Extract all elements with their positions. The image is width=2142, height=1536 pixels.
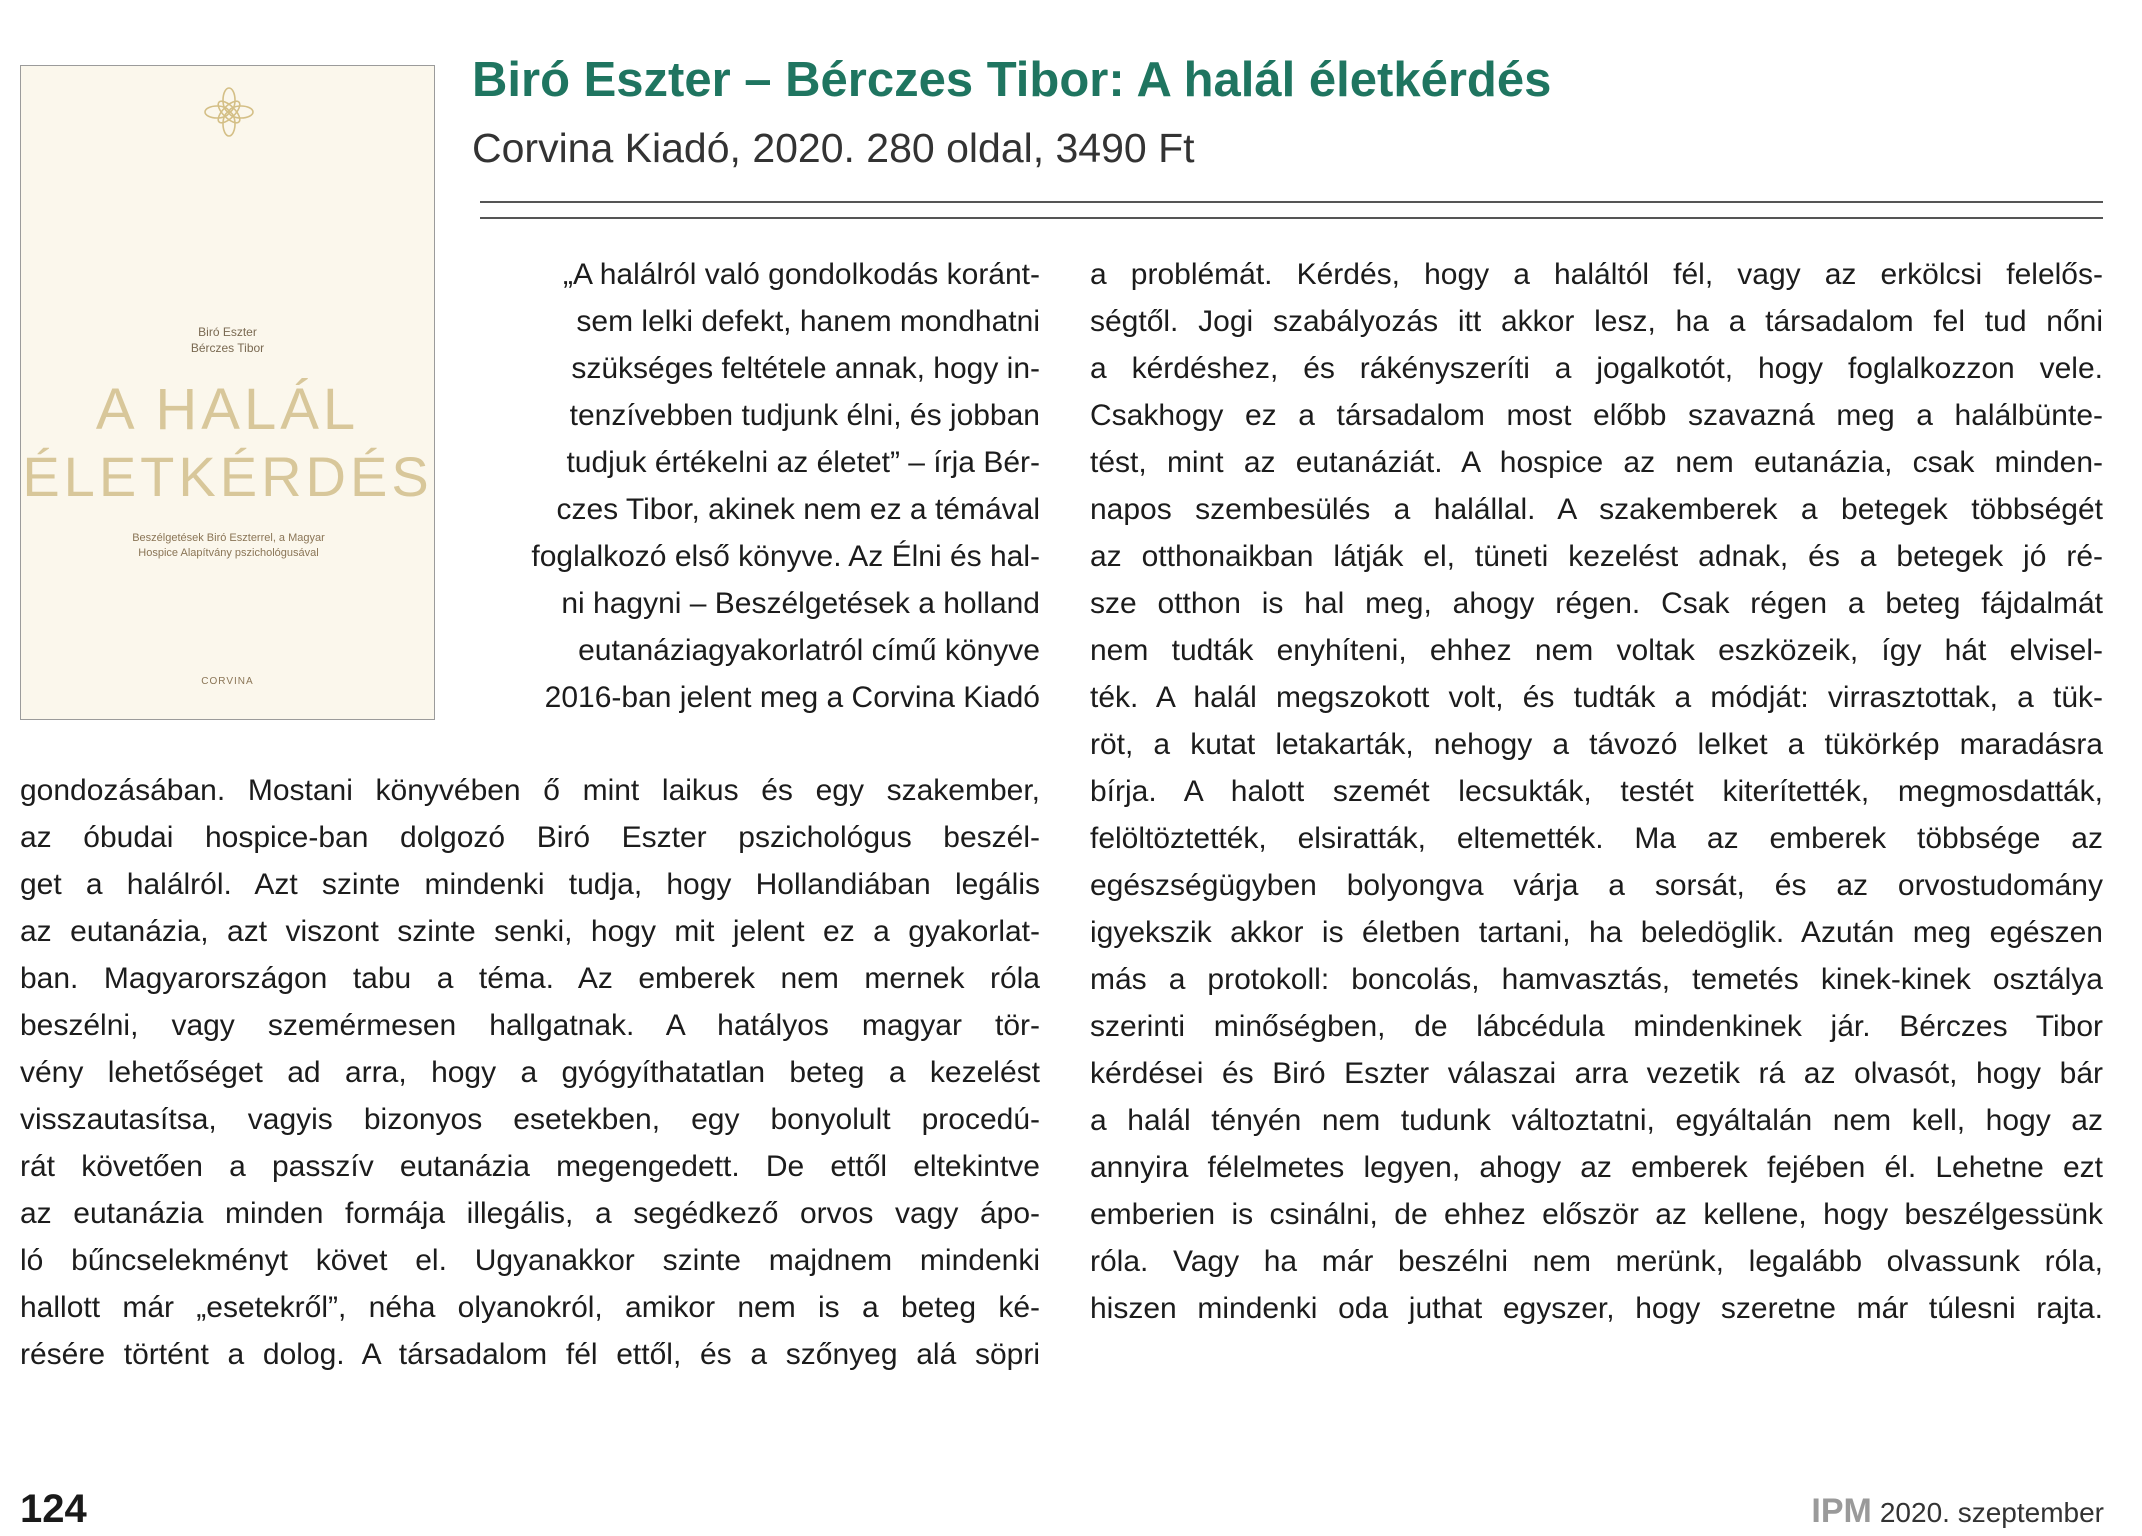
text-line: Csakhogy ez a társadalom most előbb szavazná meg a halálbünte- xyxy=(1090,399,2103,432)
book-cover xyxy=(20,65,435,720)
column-c-text xyxy=(1090,251,2103,1332)
text-line: tenzívebben tudjunk élni, és jobban xyxy=(569,399,1040,432)
text-line: visszautasítsa, vagyis bizonyos esetekben, egy bonyolult procedú- xyxy=(20,1103,1040,1136)
text-line: 2016-ban jelent meg a Corvina Kiadó xyxy=(544,681,1040,714)
text-line: igyekszik akkor is életben tartani, ha beledöglik. Azután meg egészen xyxy=(1090,916,2103,949)
text-line: az eutanázia minden formája illegális, a segédkező orvos vagy ápo- xyxy=(20,1197,1040,1230)
text-line: napos szembesülés a halállal. A szakemberek a betegek többségét xyxy=(1090,493,2103,526)
text-line: felöltöztették, elsiratták, eltemették. Ma az emberek többsége az xyxy=(1090,822,2103,855)
flower-logo-icon xyxy=(201,84,257,140)
cover-publisher: CORVINA xyxy=(201,676,254,687)
text-line: az otthonaikban látják el, tüneti kezelést adnak, és a betegek jó ré- xyxy=(1090,540,2103,573)
text-line: résére történt a dolog. A társadalom fél ettől, és a szőnyeg alá söpri xyxy=(20,1338,1040,1371)
text-line: foglalkozó első könyve. Az Élni és hal- xyxy=(531,540,1040,573)
cover-authors xyxy=(21,324,434,356)
text-line: az óbudai hospice-ban dolgozó Biró Eszter pszichológus beszél- xyxy=(20,821,1040,854)
text-line: más a protokoll: boncolás, hamvasztás, temetés kinek-kinek osztálya xyxy=(1090,963,2103,996)
divider-rule-bottom xyxy=(480,217,2103,219)
text-line: eutanáziagyakorlatról című könyve xyxy=(578,634,1040,667)
text-line: ni hagyni – Beszélgetések a holland xyxy=(561,587,1040,620)
text-line: róla. Vagy ha már beszélni nem merünk, legalább olvassunk róla, xyxy=(1090,1245,2103,1278)
text-line: czes Tibor, akinek nem ez a témával xyxy=(556,493,1040,526)
text-line: vény lehetőséget ad arra, hogy a gyógyíthatatlan beteg a kezelést xyxy=(20,1056,1040,1089)
cover-author-2: Bérczes Tibor xyxy=(190,341,265,355)
text-line: a problémát. Kérdés, hogy a haláltól fél, vagy az erkölcsi felelős- xyxy=(1090,258,2103,291)
text-line: kérdései és Biró Eszter válaszai arra vezetik rá az olvasót, hogy bár xyxy=(1090,1057,2103,1090)
cover-title-line-2: ÉLETKÉRDÉS xyxy=(22,445,433,508)
text-line: hiszen mindenki oda juthat egyszer, hogy szeretne már túlesni rajta. xyxy=(1090,1292,2103,1325)
text-line: annyira félelmetes legyen, ahogy az emberek fejében él. Lehetne ezt xyxy=(1090,1151,2103,1184)
text-line: ségtől. Jogi szabályozás itt akkor lesz, ha a társadalom fel tud nőni xyxy=(1090,305,2103,338)
column-b-text xyxy=(20,767,1040,1378)
text-line: tudjuk értékelni az életet” – írja Bér- xyxy=(566,446,1040,479)
text-line: get a halálról. Azt szinte mindenki tudja, hogy Hollandiában legális xyxy=(20,868,1040,901)
text-line: szerinti minőségben, de lábcédula mindenkinek jár. Bérczes Tibor xyxy=(1090,1010,2103,1043)
text-line: szükséges feltétele annak, hogy in- xyxy=(571,352,1040,385)
text-line: röt, a kutat letakarták, nehogy a távozó lelket a tükörkép maradásra xyxy=(1090,728,2103,761)
text-line: egészségügyben bolyongva várja a sorsát, és az orvostudomány xyxy=(1090,869,2103,902)
magazine-logo: IPM xyxy=(1811,1492,1872,1530)
text-line: nem tudták enyhíteni, ehhez nem voltak eszközeik, így hát elvisel- xyxy=(1090,634,2103,667)
issue-date: 2020. szeptember xyxy=(1879,1497,2104,1528)
text-line: ték. A halál megszokott volt, és tudták a módját: virrasztottak, a tük- xyxy=(1090,681,2103,714)
cover-author-1: Biró Eszter xyxy=(198,325,257,339)
text-line: a kérdéshez, és rákényszeríti a jogalkotót, hogy foglalkozzon vele. xyxy=(1090,352,2103,385)
text-line: a halál tényén nem tudunk változtatni, egyáltalán nem kell, hogy az xyxy=(1090,1104,2103,1137)
publication-info: Corvina Kiadó, 2020. 280 oldal, 3490 Ft xyxy=(472,125,1195,171)
divider-rule-top xyxy=(480,201,2103,203)
text-line: gondozásában. Mostani könyvében ő mint laikus és egy szakember, xyxy=(20,774,1040,807)
column-a-text xyxy=(472,251,1040,721)
text-line: hallott már „esetekről”, néha olyanokról, amikor nem is a beteg ké- xyxy=(20,1291,1040,1324)
text-line: „A halálról való gondolkodás koránt- xyxy=(563,258,1040,291)
cover-title-line-1: A HALÁL xyxy=(95,377,360,442)
text-line: emberien is csinálni, de ehhez először az kellene, hogy beszélgessünk xyxy=(1090,1198,2103,1231)
article-heading: Biró Eszter – Bérczes Tibor: A halál életkérdés xyxy=(472,53,1552,107)
text-line: sem lelki defekt, hanem mondhatni xyxy=(576,305,1040,338)
text-line: rát követően a passzív eutanázia megengedett. De ettől eltekintve xyxy=(20,1150,1040,1183)
text-line: beszélni, vagy szemérmesen hallgatnak. A hatályos magyar tör- xyxy=(20,1009,1040,1042)
text-line: tést, mint az eutanáziát. A hospice az nem eutanázia, csak minden- xyxy=(1090,446,2103,479)
text-line: az eutanázia, azt viszont szinte senki, hogy mit jelent ez a gyakorlat- xyxy=(20,915,1040,948)
text-line: ban. Magyarországon tabu a téma. Az emberek nem mernek róla xyxy=(20,962,1040,995)
text-line: bírja. A halott szemét lecsukták, testét kiterítették, megmosdatták, xyxy=(1090,775,2103,808)
text-line: ló bűncselekményt követ el. Ugyanakkor szinte majdnem mindenki xyxy=(20,1244,1040,1277)
text-line: sze otthon is hal meg, ahogy régen. Csak régen a beteg fájdalmát xyxy=(1090,587,2103,620)
footer-issue xyxy=(1811,1492,2104,1531)
cover-subtitle: Beszélgetések Biró Eszterrel, a Magyar Hospice Alapítvány pszichológusával xyxy=(132,532,325,559)
page-number: 124 xyxy=(20,1487,87,1531)
